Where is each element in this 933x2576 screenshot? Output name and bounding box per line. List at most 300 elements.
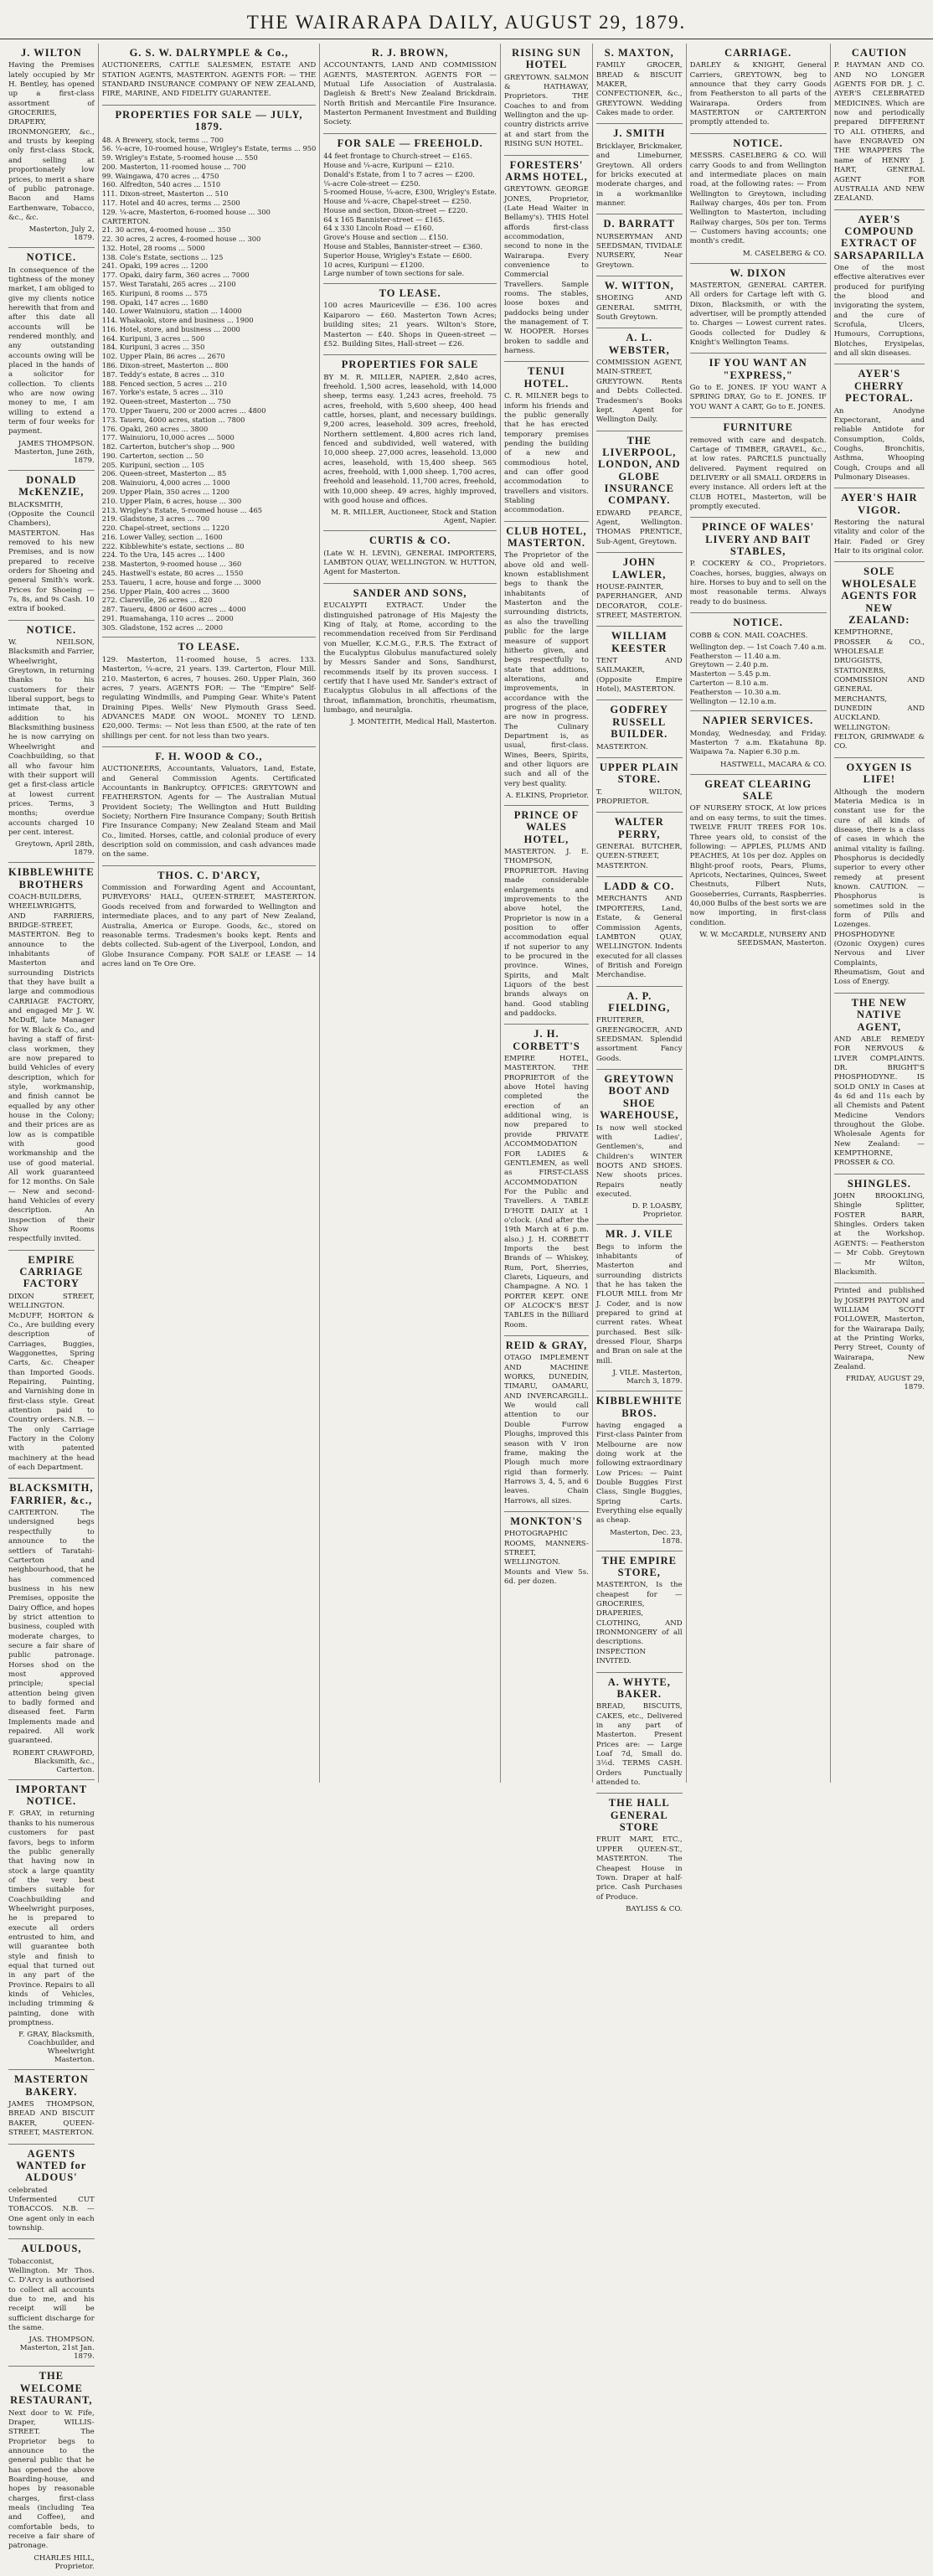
advertisement-signature: FRIDAY, AUGUST 29, 1879. [845, 1375, 925, 1392]
list-item: 184. Kuripuni, 3 acres ... 350 [101, 343, 205, 352]
advertisement [323, 284, 497, 355]
advertisement-title: SHINGLES. [847, 1177, 911, 1190]
advertisement-body: F. GRAY, in returning thanks to his numerous customers for past favors, begs to inform the public generally that having now in stock a large quantity of the very best timbers suitable for Coachbuilding and Wheelwright purposes, he is prepared to execute all orders entrusted to him, and will guarantee both style and finish to equal that turned out in any part of the Province. Repairs to all kinds of Vehicles, including trimming & painting, done with promptness. [8, 1809, 95, 2028]
advertisement [102, 866, 317, 974]
advertisement [8, 2070, 95, 2144]
advertisement-title: PROPERTIES FOR SALE — JULY, 1879. [115, 108, 303, 133]
list-item: 224. To the Ura, 145 acres ... 1400 [101, 550, 225, 560]
advertisement [102, 44, 317, 106]
list-item: 116. Hotel, store, and business ... 2000 [101, 324, 240, 333]
advertisement-title: BLACKSMITH, FARRIER, &c., [9, 1482, 94, 1506]
advertisement-title: MR. J. VILE [605, 1228, 673, 1241]
advertisement-title: PRINCE OF WALES HOTEL, [513, 809, 580, 845]
advertisement-body: (Late W. H. LEVIN), GENERAL IMPORTERS, LAMBTON QUAY, WELLINGTON. W. HUTTON, Agent for Masterton. [323, 549, 497, 577]
list-item: 220. Chapel-street, sections ... 1220 [101, 524, 229, 533]
list-item: 245. Hastwell's estate, 80 acres ... 1550 [101, 569, 244, 577]
advertisement [323, 44, 497, 134]
advertisement-body: NURSERYMAN AND SEEDSMAN, TIVIDALE NURSERY, Near Greytown. [595, 232, 683, 270]
advertisement-title: AGENTS WANTED for ALDOUS' [16, 2147, 87, 2184]
list-item: 209. Upper Plain, 350 acres ... 1200 [101, 487, 229, 496]
list-item: 44 feet frontage to Church-street — £165. [323, 152, 472, 161]
list-item: Featherston — 11.40 a.m. [689, 651, 781, 660]
list-item: 99. Waingawa, 470 acres ... 4750 [101, 171, 219, 180]
advertisement-body: HOUSE-PAINTER, PAPERHANGER, AND DECORATOR, COLE-STREET, MASTERTON. [595, 582, 683, 620]
advertisement [8, 2367, 95, 2575]
advertisement-title: S. MAXTON, [604, 47, 674, 59]
advertisement [8, 1479, 95, 1779]
advertisement-body: BY M. R. MILLER, NAPIER. 2,840 acres, freehold. 1,500 acres, leasehold, with 14,000 sheep, terms easy. 1,243 acres, freehold. 75 acres, freehold, with 5,600 sheep, 400 head cattle, horses, plant, and necessary buildings. 9,200 acres, leasehold. 309 acres, freehold, Northern settlement. 4,800 acres rich land, fenced and subdivided, well watered, with 10,000 sheep. 27,000 acres, leasehold. 13,000 acres, leasehold, with 15,400 sheep. 565 acres, freehold, with 1,000 sheep. 1,700 acres, freehold and leasehold. 11,700 acres, freehold, with 10,000 sheep. 49 acres, highly improved, with good house and offices. [323, 373, 497, 506]
advertisement-body: DIXON STREET, WELLINGTON. McDUFF, HORTON & Co., Are building every description of Carriages, Buggies, Waggonettes, Spring Carts, &c. Cheaper than Imported Goods. Repairing, Painting, and Varnishing done in first-class style. Great attention paid to Country orders. N.B. — The only Carriage Factory in the Colony with patented machinery at the head of each Department. [8, 1292, 95, 1473]
list-item: Large number of town sections for sale. [323, 269, 465, 278]
advertisement-title: D. BARRATT [603, 218, 676, 230]
advertisement-title: NOTICE. [26, 623, 77, 636]
list-item: 22. 30 acres, 2 acres, 4-roomed house ... 300 [101, 235, 261, 244]
advertisement-body: FAMILY GROCER, BREAD & BISCUIT MAKER, CONFECTIONER, &c., GREYTOWN. Wedding Cakes made to order. [595, 61, 683, 118]
list-item: 165. Kuripuni, 8 rooms ... 575 [101, 288, 208, 297]
list-item: 64 x 165 Bannister-street — £165. [323, 214, 445, 224]
advertisement-title: FORESTERS' ARMS HOTEL, [505, 158, 588, 183]
list-item: 200. Masterton, 11-roomed house ... 700 [101, 162, 246, 171]
advertisement-title: CURTIS & CO. [369, 534, 451, 547]
advertisement-list [690, 643, 827, 705]
advertisement-list [323, 152, 497, 278]
advertisement-title: NAPIER SERVICES. [703, 715, 814, 727]
advertisement [504, 156, 589, 363]
advertisement-signature: W. W. McCARDLE, NURSERY AND SEEDSMAN, Masterton. [699, 930, 827, 947]
list-item: 10 acres, Kuripuni — £1200. [323, 260, 425, 269]
advertisement-body: FRUIT MART, ETC., UPPER QUEEN-ST., MASTERTON. The Cheapest House in Town. Draper at half-price. Cash Purchases of Produce. [595, 1835, 683, 1902]
advertisement [504, 1512, 589, 1592]
advertisement-body: 129. Masterton, 11-roomed house, 5 acres. 133. Masterton, ¼-acre, 21 years. 139. Carterton, Flour Mill. 210. Masterton, 6 acres, 7 houses. 260. Upper Plain, 360 acres, 7 years. AGENTS FOR: — The "Empire" Self-regulating Windmills, and Pumping Gear. White's Patent Draining Pipes. Wells' New Plymouth Grass Seed. ADVANCES MADE ON WOOL. MONEY TO LEND. £20,000. Terms: — Not less than £500, at the rate of ten shillings per cent. for not less than two years. [101, 655, 317, 741]
advertisement [834, 994, 925, 1174]
advertisement-body: AUCTIONEERS, Accountants, Valuators, Land, Estate, and General Commission Agents. Certificated Accountants in Bankruptcy. OFFICES: GREYTOWN and FEATHERSTON. Agents for — The Australian Mutual Provident Society; The Wellington and Hutt Building Society; Northern Fire Insurance Company; South British Fire Insurance Company; New Zealand Steam and Mail Co., limited. Horses, cattle, and colonial produce of every description sold on commission, and cash advances made on the same. [101, 765, 317, 860]
list-item: 129. ¼-acre, Masterton, 6-roomed house ... 300 [101, 207, 271, 216]
advertisement [834, 488, 925, 562]
advertisement-body: Printed and published by JOSEPH PAYTON and WILLIAM SCOTT FOLLOWER, Masterton, for the Wairarapa Daily, at the Printing Works, Perry Street, County of Wairarapa, New Zealand. [833, 1287, 925, 1371]
advertisement [690, 613, 827, 711]
advertisement-title: CARRIAGE. [724, 47, 792, 59]
advertisement-body: Monday, Wednesday, and Friday. Masterton 7 a.m. Ekatahuna 8p. Waipawa 7a. Napier 6.30 p.m. [689, 729, 827, 757]
advertisement-body: Go to E. JONES. IF YOU WANT A SPRING DRAY, Go to E. JONES. IF YOU WANT A CART, Go to E. JONES. [689, 384, 827, 411]
advertisement [323, 355, 497, 531]
advertisement [504, 362, 589, 521]
list-item: 272. Clareville, 26 acres ... 820 [101, 596, 213, 605]
advertisement-title: FOR SALE — FREEHOLD. [337, 137, 483, 149]
advertisement-title: CAUTION [851, 47, 907, 59]
advertisement-title: A. WHYTE, BAKER. [607, 1675, 671, 1700]
advertisement [102, 638, 317, 746]
advertisement-signature: Greytown, April 28th, 1879. [15, 840, 95, 858]
advertisement-title: FURNITURE [723, 421, 793, 434]
advertisement-body: CARTERTON. The undersigned begs respectfully to announce to the settlers of Taratahi-Carterton and neighbourhood, that he has commenced business in his new Premises, opposite the Dairy Office, and hopes by strict attention to business, coupled with moderate charges, to secure a fair share of public patronage. Horses shod on the most approved principle; special attention being given to badly formed and diseased feet. Farm Implements made and repaired. All work guaranteed. [8, 1509, 95, 1746]
list-item: 132. Hotel, 28 rooms ... 5000 [101, 243, 205, 252]
advertisement-title: A. L. WEBSTER, [608, 332, 670, 356]
advertisement [8, 621, 95, 864]
advertisement-body: BLACKSMITH, (Opposite the Council Chambers), MASTERTON. Has removed to his new Premises, and is now prepared to receive orders for Shoeing and general Smith's work. Prices for Shoeing — 7s, 8s, and 9s Cash. 10 extra if booked. [8, 500, 95, 614]
list-item: 206. Queen-street, Masterton ... 85 [101, 469, 227, 478]
advertisement-title: IMPORTANT NOTICE. [15, 1783, 88, 1808]
advertisement-title: SANDER AND SONS, [353, 586, 467, 599]
list-item: 219. Gladstone, 3 acres ... 700 [101, 514, 210, 524]
advertisement-title: REID & GRAY, [505, 1340, 588, 1352]
advertisement-body: EDWARD PEARCE, Agent, Wellington. THOMAS PRENTICE, Sub-Agent, Greytown. [595, 508, 683, 546]
advertisement-title: THE NEW NATIVE AGENT, [851, 996, 908, 1033]
advertisement [8, 44, 95, 248]
advertisement [834, 44, 925, 210]
advertisement-body: GREYTOWN. SALMON & HATHAWAY, Proprietors. THE Coaches to and from Wellington and the up-country districts arrive at and start from the RISING SUN HOTEL. [504, 73, 589, 149]
advertisement-title: DONALD McKENZIE, [18, 473, 85, 498]
advertisement [596, 553, 683, 627]
advertisement [596, 1391, 683, 1551]
list-item: 208. Wainuioru, 4,000 acres ... 1000 [101, 478, 230, 488]
advertisement-title: J. WILTON [21, 47, 82, 59]
advertisement-signature: Masterton, Dec. 23, 1878. [610, 1528, 683, 1546]
list-item: 213. Wrigley's Estate, 5-roomed house ... 465 [101, 505, 263, 514]
advertisement-title: J. H. CORBETT'S [513, 1028, 580, 1052]
advertisement [690, 518, 827, 613]
advertisement-body: MERCHANTS AND IMPORTERS, Land, Estate, & General Commission Agents, LAMBTON QUAY, WELLINGTON. Indents executed for all classes of British and Foreign Merchandise. [595, 895, 683, 980]
list-item: 164. Kuripuni, 3 acres ... 500 [101, 333, 205, 343]
advertisement [834, 1174, 925, 1283]
advertisement [596, 328, 683, 431]
advertisement [504, 1025, 589, 1336]
advertisement-title: WILLIAM KEESTER [611, 630, 668, 654]
advertisement [834, 210, 925, 365]
advertisement [504, 806, 589, 1025]
list-item: 186. Dixon-street, Masterton ... 800 [101, 361, 229, 370]
advertisement-body: One of the most effective alteratives ever produced for purifying the blood and invigorating the system, and the cure of Scrofula, Ulcers, Humours, Corruptions, Blotches, Erysipelas, and all skin diseases. [833, 264, 925, 359]
advertisement [596, 1551, 683, 1673]
advertisement [834, 562, 925, 757]
list-item: 48. A Brewery, stock, terms ... 700 [101, 135, 224, 144]
advertisement-signature: M. CASELBERG & CO. [742, 249, 827, 258]
newspaper-column-2 [99, 44, 321, 1783]
advertisement-signature: CHARLES HILL, Proprietor. [34, 2553, 95, 2571]
advertisement-body: Having the Premises lately occupied by Mr H. Bentley, has opened up a first-class assortment of GROCERIES, DRAPERY, IRONMONGERY, &c., and trusts by keeping only first-class Stock, and selling at proportionately low prices, to merit a share of public patronage. Bacon and Hams Earthenware, Tobacco, &c., &c. [8, 61, 95, 222]
advertisement [102, 106, 317, 638]
advertisement-signature: Masterton, July 2, 1879. [28, 225, 95, 243]
advertisement-title: LADD & CO. [604, 880, 675, 893]
advertisement [323, 531, 497, 583]
advertisement-list [102, 136, 317, 632]
advertisement [504, 522, 589, 806]
advertisement [323, 584, 497, 732]
advertisement [8, 863, 95, 1250]
advertisement-body: FRUITERER, GREENGROCER, AND SEEDSMAN. Splendid assortment Fancy Goods. [595, 1016, 683, 1063]
advertisement-title: MONKTON'S [510, 1515, 583, 1527]
list-item: 256. Upper Plain, 400 acres ... 3600 [101, 586, 229, 596]
list-item: 138. Cole's Estate, sections ... 125 [101, 252, 224, 261]
advertisement-body: JAMES THOMPSON, BREAD AND BISCUIT BAKER, QUEEN-STREET, MASTERTON. [8, 2100, 95, 2138]
advertisement [690, 711, 827, 774]
advertisement-body: MASTERTON, GENERAL CARTER. All orders for Cartage left with G. Dixon, Blacksmith, or with the advertiser, will be promptly attended to. Charges — Lowest current rates. Goods collected for Dudley & Knight's Wellington Teams. [689, 281, 827, 348]
advertisement [596, 1225, 683, 1391]
advertisement-title: PRINCE OF WALES' LIVERY AND BAIT STABLES, [702, 521, 815, 558]
advertisement-title: PROPERTIES FOR SALE [341, 359, 479, 371]
advertisement [596, 124, 683, 214]
advertisement [596, 1070, 683, 1225]
list-item: 56. ¼-acre, 10-roomed house, Wrigley's Estate, terms ... 950 [101, 144, 317, 153]
advertisement-body: COBB & CON. MAIL COACHES. [689, 631, 808, 640]
advertisement-title: THE LIVERPOOL, LONDON, AND GLOBE INSURANCE COMPANY. [598, 434, 681, 507]
advertisement [8, 2239, 95, 2367]
advertisement-body: Next door to W. Fife, Draper, WILLIS-STREET. The Proprietor begs to announce to the general public that he has opened the above Boarding-house, and hopes by reasonable charges, first-class meals (including Tea and Coffee), and comfortable beds, to receive a fair share of patronage. [8, 2408, 95, 2551]
advertisement-body: PHOTOGRAPHIC ROOMS, MANNERS-STREET, WELLINGTON. Mounts and View 5s. 6d. per dozen. [504, 1530, 589, 1586]
advertisement-signature: F. GRAY, Blacksmith, Coachbuilder, and Wheelwright Masterton. [18, 2031, 95, 2065]
list-item: 160. Alfredton, 540 acres ... 1510 [101, 180, 221, 189]
advertisement-body: COMMISSION AGENT, MAIN-STREET, GREYTOWN. Rents and Debts Collected. Tradesmen's Books kept. Agent for Wellington Daily. [595, 359, 683, 425]
advertisement-body: EMPIRE HOTEL, MASTERTON. THE PROPRIETOR of the above Hotel having completed the erection of an additional wing, is now prepared to provide PRIVATE ACCOMMODATION FOR LADIES & GENTLEMEN, as well as FIRST-CLASS ACCOMMODATION For the Public and Travellers. A TABLE D'HOTE DAILY at 1 o'clock. (And after the 19th March at 6 p.m. also.) J. H. CORBETT Imports the best Brands of — Whiskey, Rum, Port, Sherries, Clarets, Liqueurs, and Champagne. A NO. 1 PORTER KEPT. ONE OF ALCOCK'S BEST TABLES in the Billiard Room. [504, 1055, 589, 1329]
advertisement-body: celebrated Unfermented CUT TOBACCOS. N.B. — One agent only in each township. [8, 2186, 95, 2233]
list-item: Donald's Estate, from 1 to 7 acres — £200. [323, 169, 475, 178]
advertisement-title: NOTICE. [26, 251, 77, 264]
advertisement-body: Begs to inform the inhabitants of Masterton and surrounding districts that he has taken the FLOUR MILL from Mr J. Coder, and is now prepared to grind at current rates. Wheat purchased. Best silk-dressed Flour, Sharps and Bran on sale at the mill. [595, 1242, 683, 1365]
advertisement-title: F. H. WOOD & CO., [155, 750, 263, 762]
list-item: Superior House, Wrigley's Estate — £600. [323, 250, 472, 260]
advertisement-title: AYER'S HAIR VIGOR. [841, 492, 918, 516]
list-item: Masterton — 5.45 p.m. [689, 669, 771, 679]
advertisement-body: An Anodyne Expectorant, and reliable Antidote for Consumption, Colds, Coughs, Bronchitis, Asthma, Whooping Cough, Croups and all Pulmonary Diseases. [833, 406, 925, 482]
advertisement [8, 1251, 95, 1479]
advertisement-title: MASTERTON BAKERY. [13, 2073, 89, 2098]
list-item: 238. Masterton, 9-roomed house ... 360 [101, 560, 242, 569]
advertisement-title: TENUI HOTEL. [523, 365, 570, 390]
advertisement-body: T. WILTON, PROPRIETOR. [595, 787, 683, 806]
advertisement-body: Is now well stocked with Ladies', Gentlemen's, and Children's WINTER BOOTS AND SHOES. New shoots prices. Repairs neatly executed. [595, 1123, 683, 1199]
advertisement-body: MASTERTON. J. E. THOMPSON, PROPRIETOR. Having made considerable enlargements and improvements to the above hotel, the Proprietor is now in a position to offer accommodation equal if not superior to any to be procured in the province. Wines, Spirits, and Malt Liquors of the best brands always on hand. Good stabling and paddocks. [504, 848, 589, 1018]
advertisement-signature: D. P. LOASBY, Proprietor. [631, 1202, 683, 1220]
advertisement-title: R. J. BROWN, [371, 47, 449, 59]
list-item: House and section, Dixon-street — £220. [323, 205, 468, 214]
advertisement-title: AULDOUS, [21, 2243, 82, 2255]
newspaper-column-3 [320, 44, 501, 1783]
advertisement-body: MASTERTON, Is the cheapest for — GROCERIES, DRAPERIES, CLOTHING, AND IRONMONGERY of all descriptions. INSPECTION INVITED. [595, 1581, 683, 1666]
advertisement-body: TENT AND SAILMAKER, (Opposite Empire Hotel), MASTERTON. [595, 657, 683, 694]
advertisement-body: having engaged a First-class Painter from Melbourne are now doing work at the following extraordinary Low Prices: — Paint Double Buggies First Class, Single Buggies, Spring Carts. Everything else equally as cheap. [595, 1421, 683, 1525]
advertisement-signature: BAYLISS & CO. [626, 1904, 683, 1913]
advertisement-title: G. S. W. DALRYMPLE & Co., [129, 47, 289, 59]
advertisement-body: KEMPTHORNE, PROSSER & CO., WHOLESALE DRUGGISTS, STATIONERS, COMMISSION AND GENERAL MERCHANTS, DUNEDIN AND AUCKLAND. WELLINGTON: FELTON, GRIMWADE & CO. [833, 628, 925, 751]
advertisement-title: AYER'S CHERRY PECTORAL. [845, 368, 914, 405]
list-item: 21. 30 acres, 4-roomed house ... 350 [101, 225, 231, 235]
advertisement-title: NOTICE. [733, 617, 783, 629]
list-item: 111. Dixon-street, Masterton ... 510 [101, 189, 229, 199]
advertisement-title: AYER'S COMPOUND EXTRACT OF SARSAPARILLA [833, 213, 925, 261]
masthead-title: THE WAIRARAPA DAILY, AUGUST 29, 1879. [246, 12, 687, 33]
advertisement-title: THOS. C. D'ARCY, [157, 869, 260, 881]
list-item: 210. Upper Plain, 6 acres, house ... 300 [101, 496, 242, 505]
advertisement-body: MESSRS. CASELBERG & CO. Will carry Goods to and from Wellington and intermediate places on main road, at the following rates: — From Wellington to Greytown, including Railway charges, 40s per ton. From Wellington to Masterton, including Railway charges, 50s per ton. Terms — Customers having accounts; one month's credit. [689, 152, 827, 246]
advertisement-title: KIBBLEWHITE BROTHERS [8, 866, 95, 891]
advertisement-signature: HASTWELL, MACARA & CO. [719, 760, 827, 769]
list-item: 167. Yorke's estate, 5 acres ... 310 [101, 388, 224, 397]
advertisement [690, 264, 827, 354]
newspaper-column-6 [687, 44, 831, 1783]
advertisement-body: P. COCKERY & CO., Proprietors. Coaches, horses, buggies, always on hire. Horses to buy and to sell on the most reasonable terms. Always ready to do business. [689, 560, 827, 607]
advertisement [690, 775, 827, 952]
advertisement [323, 134, 497, 284]
advertisement-body: DARLEY & KNIGHT, General Carriers, GREYTOWN, beg to announce that they carry Goods from Featherston to all parts of the Wairarapa. Orders from MASTERTON or CARTERTON promptly attended to. [689, 61, 827, 127]
advertisement-title: GREAT CLEARING SALE [704, 777, 812, 803]
list-item: 305. Gladstone, 152 acres ... 2000 [101, 622, 223, 632]
advertisement-title: OXYGEN IS LIFE! [846, 761, 913, 786]
newspaper-column-7 [831, 44, 928, 1783]
list-item: 102. Upper Plain, 86 acres ... 2670 [101, 352, 225, 361]
advertisement-title: RISING SUN HOTEL [512, 47, 581, 71]
advertisement [596, 276, 683, 328]
advertisement [596, 627, 683, 700]
advertisement [596, 877, 683, 986]
advertisement-body: OF NURSERY STOCK, At low prices and on easy terms, to suit the times. TWELVE FRUIT TREES FOR 10s. Three years old, to consist of the following: — APPLES, PLUMS AND PEACHES, At 10s per doz. Apples on Blight-proof roots, Pears, Plums, Apricots, Nectarines, Quinces, Sweet Chestnuts, Filbert Nuts, Gooseberries, Currants, Raspberries. 40,000 Bulbs of the best sorts we are now importing, in first-class condition. [689, 804, 827, 927]
list-item: 173. Taueru, 4000 acres, station ... 7800 [101, 415, 245, 424]
advertisement-title: JOHN LAWLER, [612, 556, 667, 581]
advertisement [596, 813, 683, 877]
advertisement-body: W. NEILSON, Blacksmith and Farrier, Wheelwright, Greytown, in returning thanks to his customers for their liberal support, begs to intimate that, in addition to his Blacksmithing business he is now carrying on Wheelwright and Coachbuilding, so that all who favour him with their support will get a first-class article at lowest current prices. Terms, 3 months; overdue accounts charged 10 per cent. interest. [8, 638, 95, 837]
advertisement-body: SHOEING AND GENERAL SMITH, South Greytown. [595, 294, 683, 323]
advertisement-body: ACCOUNTANTS, LAND AND COMMISSION AGENTS, MASTERTON. AGENTS FOR — Mutual Life Association of Australasia. Dagleish & Brett's New Zealand Brickdrain. North British and Mercantile Fire Insurance. Masterton Permanent Investment and Building Society. [323, 61, 497, 127]
advertisement-body: COACH-BUILDERS, WHEELWRIGHTS, AND FARRIERS, BRIDGE-STREET, MASTERTON. Beg to announce to the inhabitants of Masterton and surrounding Districts that they have built a large and commodious CARRIAGE FACTORY, and engaged Mr J. W. McDuff, late Manager for W. Black & Co., and having a staff of first-class workmen, they are now prepared to build Vehicles of every description, which for style, workmanship, and finish cannot be equalled by any other house in the Colony; and their prices are as low as is compatible with good workmanship and the use of good material. All work guaranteed for 12 months. On Sale — New and second-hand Vehicles of every description. An inspection of their Show Rooms respectfully invited. [8, 893, 95, 1244]
advertisement [504, 44, 589, 156]
advertisement [596, 44, 683, 124]
advertisement [690, 418, 827, 518]
newspaper-masthead [0, 0, 933, 39]
list-item: 59. Wrigley's Estate, 5-roomed house ... 550 [101, 153, 258, 163]
list-item: Greytown — 2.40 p.m. [689, 660, 769, 669]
advertisement [834, 364, 925, 488]
list-item: 5-roomed House, ¼-acre, £300, Wrigley's Estate. [323, 188, 497, 197]
advertisement-body: AND ABLE REMEDY FOR NERVOUS & LIVER COMPLAINTS. DR. BRIGHT'S PHOSPHODYNE. IS SOLD ONLY in Cases at 4s 6d and 11s each by all Chemists and Patent Medicine Vendors throughout the Globe. Wholesale Agents for New Zealand: — KEMPTHORNE, PROSSER & CO. [833, 1035, 925, 1168]
advertisement-signature: JAMES THOMPSON. Masterton, June 26th, 1879. [14, 439, 95, 465]
advertisement-title: EMPIRE CARRIAGE FACTORY [19, 1253, 84, 1290]
advertisement [834, 758, 925, 994]
list-item: 177. Opaki, dairy farm, 360 acres ... 7000 [101, 271, 250, 280]
list-item: 188. Fenced section, 5 acres ... 210 [101, 379, 227, 388]
advertisement [102, 747, 317, 866]
advertisement-title: KIBBLEWHITE BROS. [595, 1395, 683, 1419]
advertisement-body: MASTERTON. [595, 742, 648, 751]
advertisement [596, 987, 683, 1070]
advertisement-title: J. SMITH [613, 127, 666, 140]
advertisement-body: P. HAYMAN AND CO. AND NO LONGER AGENTS FOR DR. J. C. AYER'S CELEBRATED MEDICINES. Which are now and periodically prepared DIFFERENT TO ALL OTHERS, and have ENGRAVED ON THE WRAPPERS The name of HENRY J. HART, GENERAL AGENT FOR AUSTRALIA AND NEW ZEALAND. [833, 61, 925, 204]
list-item: 140. Lower Wainuioru, station ... 14000 [101, 307, 242, 316]
advertisement-signature: J. MONTEITH, Medical Hall, Masterton. [350, 718, 497, 727]
advertisement [8, 248, 95, 471]
newspaper-column-1 [5, 44, 99, 2571]
list-item: 114. Whakaoki, store and business ... 1900 [101, 316, 254, 325]
advertisement [8, 1780, 95, 2071]
advertisement-title: SOLE WHOLESALE AGENTS FOR NEW ZEALAND: [841, 565, 918, 626]
list-item: 117. Hotel and 40 acres, terms ... 2500 [101, 198, 240, 207]
advertisement [690, 354, 827, 418]
advertisement-body: The Proprietor of the above old and well-known establishment begs to thank the inhabitants of Masterton and the surrounding districts, as also the travelling public for the large measure of support hitherto given, and begs respectfully to state that additions, alterations, and improvements, in accordance with the progress of the place, are now in progress. The Culinary Department is, as usual, first-class. Wines, Beers, Spirits, and other liquors are such and all of the very best quality. [504, 551, 589, 788]
advertisement-body: JOHN BROOKLING, Shingle Splitter, FOSTER BARR, Shingles. Orders taken at the Workshop. AGENTS: — Featherston — Mr Cobb. Greytown — Mr Wilton, Blacksmith. [833, 1192, 925, 1277]
list-item: 182. Carterton, butcher's shop ... 900 [101, 442, 235, 452]
advertisement-body: EUCALYPTI EXTRACT. Under the distinguished patronage of His Majesty the King of Italy, at Rome, according to the recommendation received from Sir Ferdinand von Mueller, K.C.M.G., F.R.S. The Extract of the Eucalyptus Globulus manufactured solely by Messrs Sander and Sons, Sandhurst, recommends itself by its proven success. I certify that I have used Mr. Sander's extract of Eucalyptus Globulus in all affections of the throat, inflammation, bronchitis, rheumatism, lumbago, and neuralgia. [323, 601, 497, 715]
advertisement [8, 2145, 95, 2240]
advertisement-title: CLUB HOTEL, MASTERTON. [506, 524, 587, 550]
list-item: 291. Ruamahanga, 110 acres ... 2000 [101, 613, 234, 622]
list-item: 187. Teddy's estate, 8 acres ... 310 [101, 369, 224, 379]
advertisement-title: TO LEASE. [379, 287, 441, 300]
advertisement [596, 758, 683, 813]
advertisement-title: THE EMPIRE STORE, [601, 1554, 678, 1579]
advertisement-title: WALTER PERRY, [614, 816, 664, 840]
list-item: ¼-acre Cole-street — £250. [323, 178, 420, 188]
list-item: CARTERTON. [101, 216, 151, 225]
advertisement [834, 1283, 925, 1396]
advertisement-title: NOTICE. [733, 137, 783, 149]
advertisement-body: Restoring the natural vitality and color of the Hair. Faded or Grey Hair to its original color. [833, 519, 925, 556]
advertisement-title: IF YOU WANT AN "EXPRESS," [709, 357, 807, 381]
columns-container [5, 44, 928, 2571]
list-item: 287. Taueru, 4800 or 4600 acres ... 4000 [101, 605, 246, 614]
advertisement [8, 471, 95, 621]
list-item: 222. Kibblewhite's estate, sections ... 80 [101, 541, 245, 550]
advertisement [596, 1794, 683, 1918]
newspaper-column-5 [593, 44, 687, 1913]
list-item: 198. Opaki, 147 acres ... 1680 [101, 297, 209, 307]
advertisement-signature: M. R. MILLER, Auctioneer, Stock and Station Agent, Napier. [331, 508, 497, 526]
advertisement-title: THE HALL GENERAL STORE [608, 1797, 670, 1834]
list-item: 170. Upper Taueru, 200 or 2000 acres ... 4800 [101, 405, 266, 415]
advertisement [596, 1673, 683, 1794]
advertisement-title: W. WITTON, [604, 279, 674, 292]
advertisement-signature: J. VILE. Masterton, March 3, 1879. [612, 1369, 683, 1386]
advertisement-body: 100 acres Mauriceville — £36. 100 acres Kaiparoro — £60. Masterton Town Acres; building sites; 21 years. Wilton's Store, Masterton — £40. Shops in Queen-street — £52. Building Sites, Hall-street — £26. [323, 302, 497, 348]
list-item: 241. Opaki, 199 acres ... 1200 [101, 261, 209, 271]
advertisement-title: UPPER PLAIN STORE. [599, 761, 679, 786]
list-item: 176. Opaki, 260 acres ... 3800 [101, 424, 209, 433]
advertisement [690, 134, 827, 264]
advertisement-body: GREYTOWN. GEORGE JONES, Proprietor, (Late Head Waiter in Bellamy's). THIS Hotel affords first-class accommodation, second to none in the Wairarapa. Every convenience to Commercial Travellers. Sample rooms. The stables, loose boxes and paddocks being under the management of T. W. HOOPER. Horses broken to saddle and harness. [504, 185, 589, 356]
advertisement-body: OTAGO IMPLEMENT AND MACHINE WORKS, DUNEDIN, TIMARU, OAMARU, AND INVERCARGILL. We would call attention to our Double Furrow Ploughs, improved this season with V iron frame, making the Plough much more rigid than formerly. Harrows 3, 4, 5, and 6 leaves. Chain Harrows, all sizes. [504, 1354, 589, 1505]
list-item: Grove's House and section ... £150. [323, 233, 449, 242]
list-item: 190. Carterton, section ... 50 [101, 451, 204, 460]
newspaper-column-4 [501, 44, 593, 1783]
advertisement-title: GREYTOWN BOOT AND SHOE WAREHOUSE, [600, 1073, 679, 1122]
list-item: 177. Wainuioru, 10,000 acres ... 5000 [101, 433, 235, 442]
advertisement-body: removed with care and despatch. Cartage of TIMBER, GRAVEL, &c., at low rates. PARCELS punctually delivered. Payment required on DELIVERY or all SMALL ORDERS in every instance. All orders left at the CLUB HOTEL, Masterton, will be promptly executed. [689, 436, 827, 511]
advertisement-title: THE WELCOME RESTAURANT, [10, 2370, 93, 2407]
advertisement-signature: JAS. THOMPSON. Masterton, 21st Jan. 1879. [19, 2336, 95, 2362]
advertisement [690, 44, 827, 134]
list-item: House and ¼-acre, Kuripuni — £210. [323, 160, 455, 169]
list-item: Carterton — 8.10 a.m. [689, 678, 769, 687]
list-item: House and ¼-acre, Chapel-street — £250. [323, 197, 472, 206]
list-item: Wellington dep. — 1st Coach 7.40 a.m. [689, 642, 827, 651]
advertisement-body: AUCTIONEERS, CATTLE SALESMEN, ESTATE AND STATION AGENTS, MASTERTON. AGENTS FOR: — THE STANDARD INSURANCE COMPANY OF NEW ZEALAND, FIRE, MARINE, AND FIDELITY GUARANTEE. [101, 61, 317, 99]
advertisement-signature: A. ELKINS, Proprietor. [505, 792, 589, 800]
advertisement-body: Commission and Forwarding Agent and Accountant, PURVEYORS' HALL, QUEEN-STREET, MASTERTON. Goods received from and forwarded to Wellington and intermediate places, and to any part of New Zealand, Australia, America or Europe. Goods, &c., stored on reasonable terms. Tradesmen's books kept. Rents and debts collected. Sub-agent of the Liverpool, London, and Globe Insurance Company. FOR SALE or LEASE — 14 acres land on Te Ore Ore. [101, 884, 317, 968]
advertisement [596, 431, 683, 554]
advertisement-body: BREAD, BISCUITS, CAKES, etc., Delivered in any part of Masterton. Present Prices are: — Large Loaf 7d, Small do. 3½d. TERMS CASH. Orders Punctually attended to. [595, 1702, 683, 1787]
advertisement [596, 214, 683, 276]
advertisement-signature: ROBERT CRAWFORD, Blacksmith, &c., Carterton. [13, 1748, 95, 1774]
advertisement-body: C. R. MILNER begs to inform his friends and the public generally that he has erected temporary premises pending the building of a new and commodious hotel, and can offer good accommodation to travellers and visitors. Stabling accommodation. [504, 392, 589, 515]
advertisement-title: A. P. FIELDING, [608, 989, 671, 1014]
advertisement-title: GODFREY RUSSELL BUILDER. [610, 704, 669, 741]
list-item: 192. Queen-street, Masterton ... 750 [101, 397, 231, 406]
list-item: 157. West Taratahi, 265 acres ... 2100 [101, 280, 236, 288]
advertisement-title: TO LEASE. [178, 641, 240, 653]
advertisement-body: GENERAL BUTCHER, QUEEN-STREET, MASTERTON. [595, 843, 683, 870]
list-item: 216. Lower Valley, section ... 1600 [101, 532, 223, 541]
advertisement-title: W. DIXON [729, 266, 786, 279]
list-item: 205. Kuripuni, section ... 105 [101, 460, 204, 469]
list-item: 64 x 330 Lincoln Road — £160. [323, 224, 434, 233]
list-item: 253. Taueru, 1 acre, house and forge ... 3000 [101, 577, 261, 586]
list-item: House and Stables, Bannister-street — £360. [323, 241, 482, 250]
